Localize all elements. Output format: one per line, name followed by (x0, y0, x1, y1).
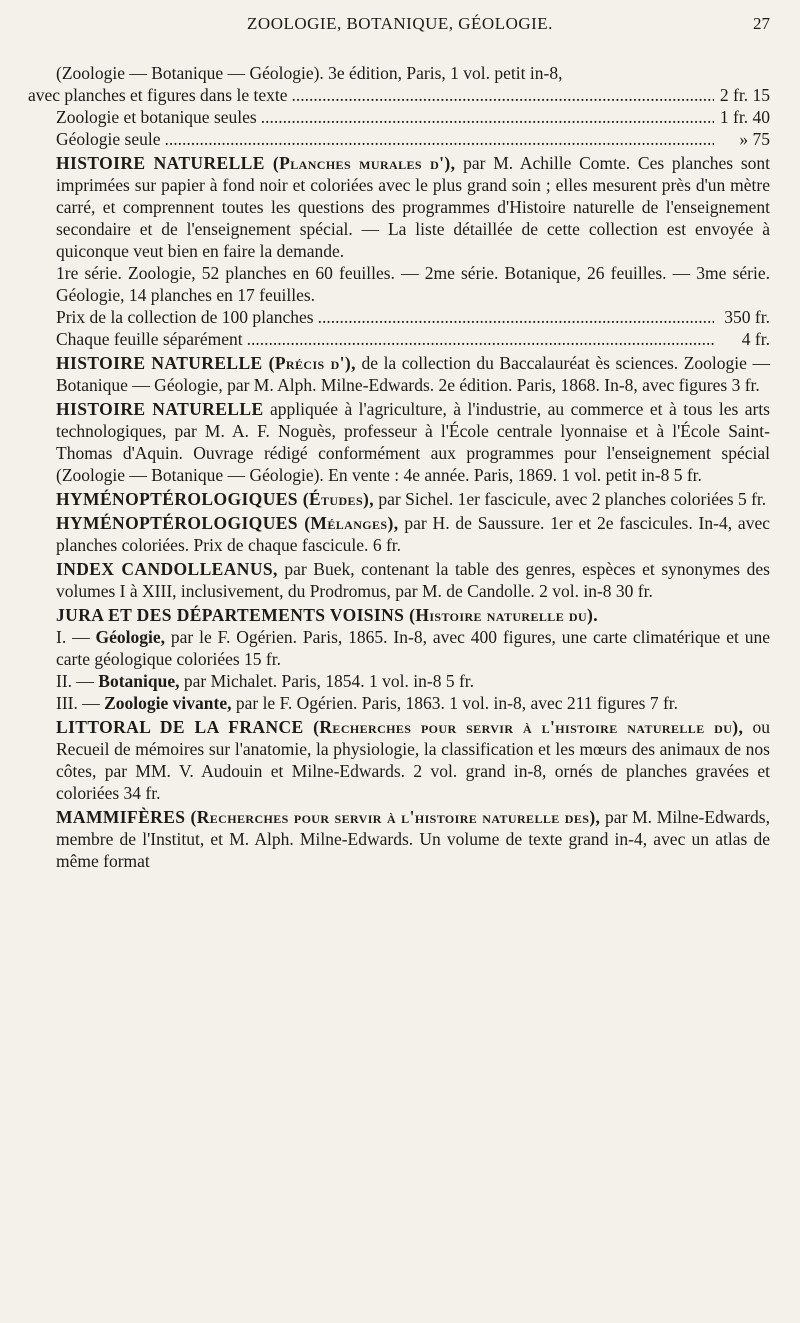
entry-text: par M. Achille Comte. Ces planches sont imprimées sur papier à fond noir et coloriées avec le plus grand soin ; elles mesurent près d'un mètre carré, et comprennent toutes les questions des programmes d'Histoire naturelle de l'enseignement secondaire et de l'enseignement spécial. — La liste détaillée de cette collection est envoyée à quiconque veut bien en faire la demande. (56, 153, 770, 261)
catalog-entry (28, 512, 770, 556)
entry-body (28, 398, 770, 486)
catalog-entry (28, 152, 770, 350)
price: » 75 (739, 129, 770, 149)
price-label: Chaque feuille séparément (56, 329, 243, 349)
entry-body (28, 716, 770, 804)
sub-entry-title: Zoologie vivante, (104, 693, 232, 713)
catalog-entry (28, 488, 770, 510)
price-label: Géologie seule (56, 129, 161, 149)
running-head: ZOOLOGIE, BOTANIQUE, GÉOLOGIE. (247, 14, 553, 33)
entry-text: par M. Milne-Edwards, membre de l'Institut, et M. Alph. Milne-Edwards. Un volume de texte grand in-4, avec un atlas de même format (56, 807, 770, 871)
price: 6 fr. (372, 535, 402, 555)
leader-dots (291, 84, 714, 106)
catalog-entry (28, 604, 770, 714)
catalog-listing (28, 62, 770, 874)
sub-entry-text: par le F. Ogérien. Paris, 1863. 1 vol. in-8, avec 211 figures (231, 693, 646, 713)
price: 34 fr. (123, 783, 161, 803)
sub-entry-text: par le F. Ogérien. Paris, 1865. In-8, avec 400 figures, une carte climatérique et une carte géologique coloriées (56, 627, 770, 669)
catalog-entry (28, 716, 770, 804)
entry-text: par H. de Saussure. 1er et 2e fascicules. In-4, avec planches coloriées. Prix de chaque fascicule. (56, 513, 770, 555)
price-line (28, 306, 770, 328)
leader-dots (318, 306, 714, 328)
price-line (28, 106, 770, 128)
price: 30 fr. (615, 581, 653, 601)
entry-text: ou Recueil de mémoires sur l'anatomie, la physiologie, la classification et les mœurs des animaux de nos côtes, par MM. V. Audouin et Milne-Edwards. 2 vol. grand in-8, ornés de planches gravées et coloriées (56, 717, 770, 803)
price: 5 fr. (673, 465, 702, 485)
entry-heading: HISTOIRE NATURELLE (Planches murales d'), (56, 153, 456, 173)
price-label: avec planches et figures dans le texte (28, 85, 288, 105)
entry-heading: JURA ET DES DÉPARTEMENTS VOISINS (Histoire naturelle du). (56, 605, 599, 625)
price: 350 fr. (724, 307, 770, 327)
entry-text: (Zoologie — Botanique — Géologie). 3e édition, Paris, 1 vol. petit in-8, (56, 63, 563, 83)
price: 5 fr. (445, 671, 475, 691)
entry-heading: HYMÉNOPTÉROLOGIQUES (Études), (56, 489, 375, 509)
price-line (28, 84, 770, 106)
entry-series: 1re série. Zoologie, 52 planches en 60 feuilles. — 2me série. Botanique, 26 feuilles. — 3me série. Géologie, 14 planches en 17 feuilles. (56, 263, 770, 305)
entry-body (28, 152, 770, 262)
price: 15 fr. (244, 649, 281, 669)
entry-heading: HISTOIRE NATURELLE (Précis d'), (56, 353, 356, 373)
entry-heading: INDEX CANDOLLEANUS, (56, 559, 278, 579)
sub-entry (28, 670, 770, 692)
leader-dots (261, 106, 714, 128)
entry-body (28, 488, 770, 510)
sub-entry-label: I. — (56, 627, 96, 647)
entry-body (28, 352, 770, 396)
sub-entry-text: par Michalet. Paris, 1854. 1 vol. in-8 (179, 671, 442, 691)
entry-body (28, 604, 770, 626)
sub-entry (28, 626, 770, 670)
price-line (28, 128, 770, 150)
entry-heading: LITTORAL DE LA FRANCE (Recherches pour servir à l'histoire naturelle du), (56, 717, 744, 737)
catalog-entry-continued (28, 62, 770, 150)
entry-text: appliquée à l'agriculture, à l'industrie, au commerce et à tous les arts technologiques, par M. A. F. Noguès, professeur à l'École centrale lyonnaise et à l'École Saint-Thomas d'Aquin. Ouvrage rédigé conformément aux programmes pour l'enseignement spécial (Zoologie — Botanique — Géologie). En vente : 4e année. Paris, 1869. 1 vol. petit in-8 (56, 399, 770, 485)
price: 7 fr. (649, 693, 679, 713)
catalog-entry (28, 352, 770, 396)
price: 5 fr. (737, 489, 767, 509)
price: 1 fr. 40 (719, 107, 770, 127)
leader-dots (164, 128, 714, 150)
price: 4 fr. (741, 329, 770, 349)
entry-heading: HISTOIRE NATURELLE (56, 399, 264, 419)
entry-body (28, 558, 770, 602)
price-label: Prix de la collection de 100 planches (56, 307, 314, 327)
sub-entry-label: III. — (56, 693, 105, 713)
price: 2 fr. 15 (719, 85, 770, 105)
entry-text: de la collection du Baccalauréat ès sciences. Zoologie — Botanique — Géologie, par M. Alph. Milne-Edwards. 2e édition. Paris, 1868. In-8, avec figures (56, 353, 770, 395)
sub-entry-label: II. — (56, 671, 99, 691)
leader-dots (247, 328, 714, 350)
entry-heading: HYMÉNOPTÉROLOGIQUES (Mélanges), (56, 513, 399, 533)
entry-heading: MAMMIFÈRES (Recherches pour servir à l'histoire naturelle des), (56, 807, 601, 827)
sub-entry-title: Botanique, (98, 671, 180, 691)
catalog-entry (28, 558, 770, 602)
entry-body (28, 806, 770, 872)
price: 3 fr. (731, 375, 760, 395)
sub-entry-title: Géologie, (95, 627, 165, 647)
sub-entry (28, 692, 770, 714)
entry-body (28, 512, 770, 556)
catalog-entry (28, 398, 770, 486)
page-number: 27 (753, 14, 770, 33)
entry-text: par Sichel. 1er fascicule, avec 2 planches coloriées (374, 489, 734, 509)
price-label: Zoologie et botanique seules (56, 107, 257, 127)
price-line (28, 328, 770, 350)
catalog-entry (28, 806, 770, 872)
entry-text: par Buek, contenant la table des genres, espèces et synonymes des volumes I à XIII, inclusivement, du Prodromus, par M. de Candolle. 2 vol. in-8 (56, 559, 770, 601)
